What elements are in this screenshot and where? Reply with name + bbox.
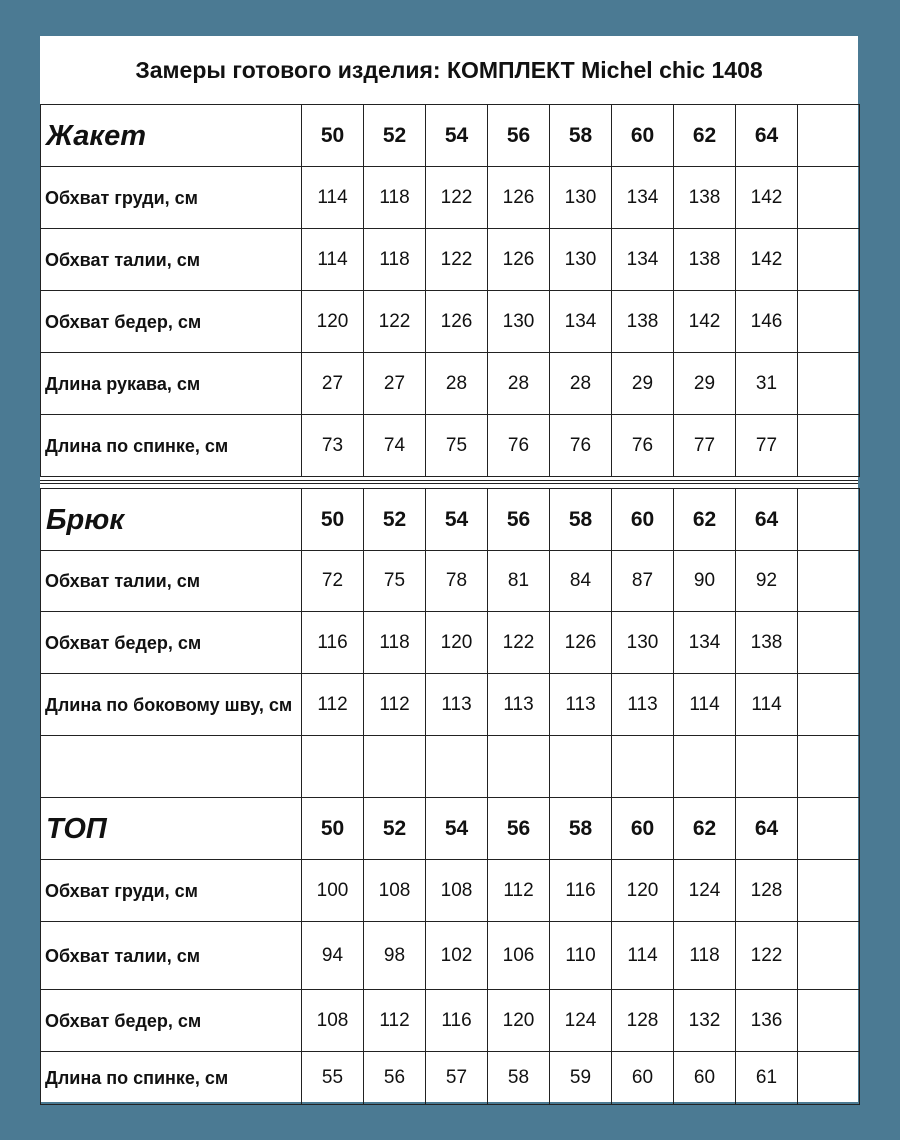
value-cell: 108	[364, 860, 426, 922]
section-title-trousers: Брюк	[41, 489, 302, 551]
value-cell: 110	[550, 922, 612, 990]
value-cell: 61	[736, 1052, 798, 1105]
value-cell: 138	[736, 612, 798, 674]
value-cell: 112	[302, 674, 364, 736]
value-cell: 108	[426, 860, 488, 922]
empty-cell	[41, 736, 302, 798]
value-cell: 122	[426, 229, 488, 291]
value-cell: 81	[488, 551, 550, 612]
value-cell: 122	[426, 167, 488, 229]
empty-cell	[798, 353, 860, 415]
chart-title: Замеры готового изделия: КОМПЛЕКТ Michel chic 1408	[40, 36, 858, 105]
size-cell: 56	[488, 105, 550, 167]
value-cell: 56	[364, 1052, 426, 1105]
value-cell: 114	[302, 229, 364, 291]
table-row	[41, 353, 860, 415]
size-cell: 50	[302, 489, 364, 551]
size-cell: 54	[426, 798, 488, 860]
size-cell: 62	[674, 489, 736, 551]
top-table	[40, 797, 860, 1105]
value-cell: 116	[302, 612, 364, 674]
value-cell: 142	[736, 167, 798, 229]
empty-cell	[550, 736, 612, 798]
value-cell: 112	[364, 990, 426, 1052]
value-cell: 118	[364, 229, 426, 291]
empty-cell	[488, 736, 550, 798]
value-cell: 73	[302, 415, 364, 477]
table-row	[41, 1052, 860, 1105]
table-row	[41, 551, 860, 612]
value-cell: 138	[674, 167, 736, 229]
value-cell: 120	[612, 860, 674, 922]
top-header-row	[41, 798, 860, 860]
empty-cell	[798, 167, 860, 229]
trousers-table	[40, 488, 860, 798]
value-cell: 77	[736, 415, 798, 477]
empty-cell	[798, 291, 860, 353]
size-cell: 54	[426, 489, 488, 551]
value-cell: 28	[488, 353, 550, 415]
empty-cell	[798, 1052, 860, 1105]
value-cell: 130	[550, 167, 612, 229]
value-cell: 92	[736, 551, 798, 612]
size-cell: 58	[550, 798, 612, 860]
size-cell: 50	[302, 105, 364, 167]
value-cell: 142	[674, 291, 736, 353]
empty-cell	[736, 736, 798, 798]
empty-cell	[674, 736, 736, 798]
value-cell: 74	[364, 415, 426, 477]
value-cell: 27	[364, 353, 426, 415]
value-cell: 124	[674, 860, 736, 922]
size-cell: 60	[612, 798, 674, 860]
value-cell: 122	[364, 291, 426, 353]
size-cell: 58	[550, 489, 612, 551]
table-row	[41, 674, 860, 736]
value-cell: 87	[612, 551, 674, 612]
value-cell: 116	[426, 990, 488, 1052]
empty-cell	[302, 736, 364, 798]
table-row	[41, 291, 860, 353]
value-cell: 28	[426, 353, 488, 415]
empty-cell	[612, 736, 674, 798]
value-cell: 55	[302, 1052, 364, 1105]
value-cell: 122	[736, 922, 798, 990]
section-title-top: ТОП	[41, 798, 302, 860]
empty-cell	[798, 922, 860, 990]
value-cell: 114	[612, 922, 674, 990]
value-cell: 75	[426, 415, 488, 477]
size-cell: 54	[426, 105, 488, 167]
row-label: Обхват талии, см	[41, 229, 302, 291]
value-cell: 58	[488, 1052, 550, 1105]
value-cell: 60	[674, 1052, 736, 1105]
row-label: Длина по спинке, см	[41, 1052, 302, 1105]
value-cell: 118	[364, 167, 426, 229]
table-row	[41, 990, 860, 1052]
trousers-header-row	[41, 489, 860, 551]
value-cell: 134	[612, 167, 674, 229]
value-cell: 113	[488, 674, 550, 736]
row-label: Длина рукава, см	[41, 353, 302, 415]
row-label: Обхват бедер, см	[41, 291, 302, 353]
value-cell: 77	[674, 415, 736, 477]
size-cell: 60	[612, 105, 674, 167]
value-cell: 122	[488, 612, 550, 674]
empty-cell	[364, 736, 426, 798]
row-label: Длина по боковому шву, см	[41, 674, 302, 736]
empty-cell	[798, 229, 860, 291]
row-label: Длина по спинке, см	[41, 415, 302, 477]
jacket-header-row	[41, 105, 860, 167]
row-label: Обхват талии, см	[41, 551, 302, 612]
value-cell: 75	[364, 551, 426, 612]
value-cell: 90	[674, 551, 736, 612]
size-cell: 60	[612, 489, 674, 551]
value-cell: 112	[488, 860, 550, 922]
value-cell: 124	[550, 990, 612, 1052]
row-label: Обхват груди, см	[41, 167, 302, 229]
value-cell: 116	[550, 860, 612, 922]
value-cell: 29	[612, 353, 674, 415]
empty-cell	[798, 736, 860, 798]
value-cell: 126	[488, 167, 550, 229]
value-cell: 31	[736, 353, 798, 415]
value-cell: 136	[736, 990, 798, 1052]
size-cell: 52	[364, 798, 426, 860]
empty-cell	[798, 674, 860, 736]
value-cell: 130	[550, 229, 612, 291]
value-cell: 102	[426, 922, 488, 990]
table-row	[41, 167, 860, 229]
value-cell: 138	[612, 291, 674, 353]
section-title-jacket: Жакет	[41, 105, 302, 167]
size-cell: 52	[364, 489, 426, 551]
size-cell: 62	[674, 105, 736, 167]
value-cell: 29	[674, 353, 736, 415]
value-cell: 120	[426, 612, 488, 674]
value-cell: 98	[364, 922, 426, 990]
value-cell: 130	[488, 291, 550, 353]
value-cell: 118	[364, 612, 426, 674]
table-row	[41, 415, 860, 477]
value-cell: 138	[674, 229, 736, 291]
row-label: Обхват бедер, см	[41, 612, 302, 674]
value-cell: 114	[736, 674, 798, 736]
value-cell: 120	[488, 990, 550, 1052]
value-cell: 114	[302, 167, 364, 229]
value-cell: 130	[612, 612, 674, 674]
row-label: Обхват талии, см	[41, 922, 302, 990]
value-cell: 106	[488, 922, 550, 990]
value-cell: 134	[674, 612, 736, 674]
size-cell: 50	[302, 798, 364, 860]
empty-cell	[798, 990, 860, 1052]
value-cell: 84	[550, 551, 612, 612]
size-cell: 64	[736, 798, 798, 860]
value-cell: 132	[674, 990, 736, 1052]
empty-cell	[798, 551, 860, 612]
row-label: Обхват груди, см	[41, 860, 302, 922]
table-row-empty	[41, 736, 860, 798]
section-divider	[40, 480, 858, 484]
value-cell: 126	[550, 612, 612, 674]
table-row	[41, 922, 860, 990]
value-cell: 76	[488, 415, 550, 477]
value-cell: 142	[736, 229, 798, 291]
size-cell: 64	[736, 105, 798, 167]
empty-cell	[798, 798, 860, 860]
value-cell: 60	[612, 1052, 674, 1105]
empty-cell	[798, 860, 860, 922]
empty-cell	[798, 415, 860, 477]
table-row	[41, 229, 860, 291]
value-cell: 72	[302, 551, 364, 612]
size-cell: 64	[736, 489, 798, 551]
size-cell: 62	[674, 798, 736, 860]
value-cell: 120	[302, 291, 364, 353]
size-chart-sheet	[40, 36, 858, 1102]
value-cell: 59	[550, 1052, 612, 1105]
value-cell: 28	[550, 353, 612, 415]
value-cell: 126	[488, 229, 550, 291]
value-cell: 134	[612, 229, 674, 291]
value-cell: 113	[550, 674, 612, 736]
value-cell: 112	[364, 674, 426, 736]
value-cell: 113	[612, 674, 674, 736]
value-cell: 108	[302, 990, 364, 1052]
table-row	[41, 612, 860, 674]
value-cell: 128	[612, 990, 674, 1052]
value-cell: 134	[550, 291, 612, 353]
value-cell: 113	[426, 674, 488, 736]
empty-cell	[426, 736, 488, 798]
size-cell: 52	[364, 105, 426, 167]
size-cell: 56	[488, 798, 550, 860]
value-cell: 78	[426, 551, 488, 612]
jacket-table	[40, 104, 860, 477]
value-cell: 27	[302, 353, 364, 415]
empty-cell	[798, 105, 860, 167]
value-cell: 126	[426, 291, 488, 353]
value-cell: 57	[426, 1052, 488, 1105]
value-cell: 146	[736, 291, 798, 353]
value-cell: 114	[674, 674, 736, 736]
value-cell: 128	[736, 860, 798, 922]
value-cell: 76	[612, 415, 674, 477]
size-cell: 58	[550, 105, 612, 167]
value-cell: 118	[674, 922, 736, 990]
size-cell: 56	[488, 489, 550, 551]
empty-cell	[798, 612, 860, 674]
value-cell: 94	[302, 922, 364, 990]
table-row	[41, 860, 860, 922]
value-cell: 76	[550, 415, 612, 477]
row-label: Обхват бедер, см	[41, 990, 302, 1052]
empty-cell	[798, 489, 860, 551]
value-cell: 100	[302, 860, 364, 922]
